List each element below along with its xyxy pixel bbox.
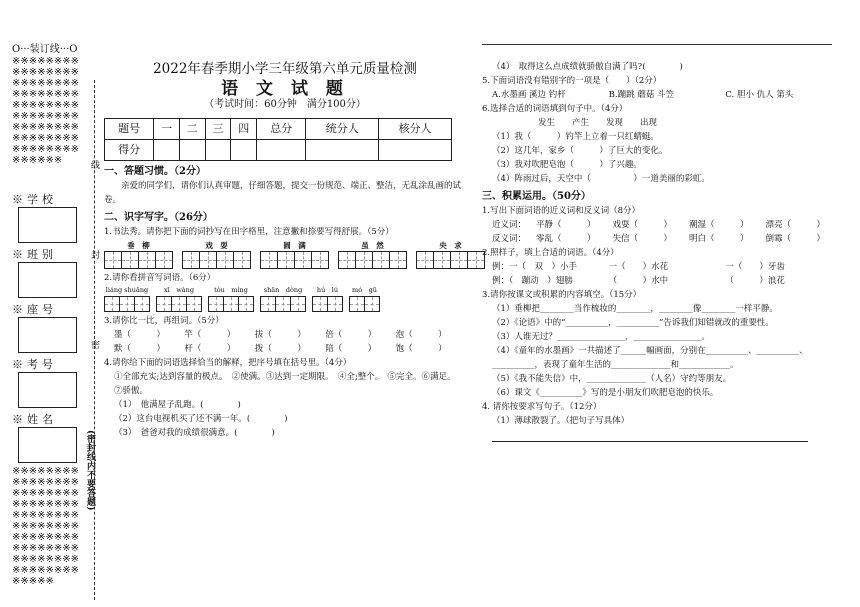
tian-cell[interactable] <box>349 296 365 312</box>
compare-item: 倍（ ） <box>325 330 377 340</box>
tian-cell[interactable] <box>277 251 295 269</box>
fill-item: （2）《论语》中的“__________，__________”告诉我们知错就改的重要性。 <box>492 318 774 328</box>
score-input-cell[interactable] <box>231 140 257 161</box>
class-input-box[interactable] <box>18 262 77 298</box>
score-cell: 三 <box>205 119 231 140</box>
tian-cell[interactable] <box>389 251 407 269</box>
score-row-label: 得分 <box>105 140 154 161</box>
tian-cell[interactable] <box>104 251 122 269</box>
exam-time: （考试时间：60分钟 满分100分） <box>204 99 366 110</box>
score-cell: 四 <box>231 119 257 140</box>
q31-text: 1.写出下面词语的近义词和反义词（8分） <box>482 206 641 216</box>
tian-cell[interactable] <box>294 251 312 269</box>
anti-row <box>482 232 842 246</box>
meanings-list: ①全部充实;达到容量的极点。 ②使满。③达到一定期限。 ④全;整个。 ⑤完全。⑥满足。 ⑦骄傲。 <box>114 372 460 396</box>
no-answer-note: (密封线内不要答题) <box>85 430 95 511</box>
tian-cell[interactable] <box>312 296 328 312</box>
binding-strip <box>12 44 84 587</box>
copy-word: 圆 满 <box>283 241 306 250</box>
copy-word: 虽 然 <box>361 241 384 250</box>
copy-word: 戏 耍 <box>205 241 228 250</box>
tian-cell[interactable] <box>121 251 139 269</box>
tian-cell[interactable] <box>338 251 356 269</box>
anti-item: 零乱（ ） <box>536 234 596 244</box>
section1-heading: 一、答题习惯。（2分） <box>104 166 206 177</box>
pinyin-group <box>260 285 306 312</box>
copy-word-group <box>260 240 329 269</box>
compare-item: 杆（ ） <box>184 344 236 354</box>
pinyin-label: xī wàng <box>163 286 195 294</box>
pinyin-grid <box>104 285 466 312</box>
answer-line[interactable] <box>492 440 808 442</box>
tian-cell[interactable] <box>171 296 187 312</box>
example-item: （ ）水中 <box>608 276 669 286</box>
star-border-bottom: ※※※※※※※※※※※※※※※※※※※※※※※※※※※※※※※※※※※※※※※※※※※※※※※※※※※※※※※※※※※※※※※※※※※※※※※※※※※※※※※※※※※※※ <box>12 466 80 587</box>
score-table <box>104 118 452 161</box>
tian-cell[interactable] <box>433 251 451 269</box>
tian-cell[interactable] <box>223 296 239 312</box>
star-border: ※※※※※※※※※※※※※※※※※※※※※※※※※※※※※※※※※※※※※※※※※※※※※※※※※※※※※※※※※※※※※※※※※※※※※※※※※※※※※※ <box>12 56 80 166</box>
right-column <box>482 60 842 442</box>
school-label: ※学校 <box>12 193 57 206</box>
compare-item: 泡（ ） <box>395 330 447 340</box>
tian-cell[interactable] <box>155 251 173 269</box>
q4-text: 4.请你给下面的词语选择恰当的解释，把序号填在括号里。（4分） <box>104 358 352 368</box>
q6-item: （2）这几年，家乡（ ）了巨大的变化。 <box>492 146 668 156</box>
copy-word-group <box>338 240 407 269</box>
exam-subject: 语 文 试 题 <box>221 79 349 99</box>
example-item: 例：（ 蹦动 ）翅膀 <box>492 276 573 286</box>
tian-cell[interactable] <box>238 296 254 312</box>
score-cell: 核分人 <box>379 119 452 140</box>
exam-number-field <box>12 356 84 372</box>
q5-options <box>482 88 842 102</box>
q6-item: （4）阵雨过后，天空中（ ）一道美丽的彩虹。 <box>492 174 710 184</box>
sentence-item: （3） 爸爸对我的成绩很满意。( ) <box>114 428 275 438</box>
seat-label: ※座号 <box>12 303 57 316</box>
score-input-cell[interactable] <box>257 140 306 161</box>
near-row <box>482 218 842 232</box>
score-cell: 一 <box>154 119 180 140</box>
fill-item: （3）人谁无过？________________，________________。 <box>492 332 710 342</box>
tian-cell[interactable] <box>119 296 135 312</box>
compare-item: 竿（ ） <box>184 330 236 340</box>
pinyin-label: mó gū <box>352 286 377 294</box>
tian-cell[interactable] <box>233 251 251 269</box>
fill-item: （1）垂柳把________当作梳妆的________，________像________一样平静。 <box>492 304 778 314</box>
compare-item: 陪（ ） <box>325 344 377 354</box>
anti-label: 反义词： <box>492 234 527 244</box>
school-input-box[interactable] <box>18 207 77 243</box>
copy-word-group <box>416 240 485 269</box>
seal-mark-secret: 密 <box>89 340 99 349</box>
tian-cell[interactable] <box>216 251 234 269</box>
score-table-score-row <box>105 140 452 161</box>
tian-cell[interactable] <box>355 251 373 269</box>
near-label: 近义词： <box>492 220 527 230</box>
score-cell: 二 <box>179 119 205 140</box>
pinyin-group <box>156 285 202 312</box>
seat-input-box[interactable] <box>18 317 77 353</box>
compare-row <box>104 328 466 342</box>
q34-text: 4. 请你按要求写句子。（12分） <box>482 402 602 412</box>
name-input-box[interactable] <box>18 427 77 463</box>
binding-line-title: O···装订线···O <box>12 44 78 55</box>
q5-option-a[interactable]: A.水墨画 溪边 钓杆 <box>492 90 566 100</box>
left-column <box>104 60 466 440</box>
pinyin-label: hú lú <box>316 286 339 294</box>
tian-cell[interactable] <box>290 296 306 312</box>
q5-option-b[interactable]: B.蹦跳 蘑菇 斗笠 <box>608 90 675 100</box>
pinyin-group <box>104 285 150 312</box>
example-row <box>482 260 842 274</box>
section2-heading: 二、识字写字。（26分） <box>104 212 213 223</box>
pinyin-group <box>312 285 343 312</box>
example-item: 一（ ）水花 <box>608 262 669 272</box>
sentence-item: （2）这台电视机买了还不满一年。( ) <box>114 414 288 424</box>
compare-item: 拔（ ） <box>254 330 306 340</box>
tian-cell[interactable] <box>275 296 291 312</box>
q2-text: 2.请你看拼音写词语。（6分） <box>104 273 216 283</box>
pinyin-label: liáng shuǎng <box>105 286 149 294</box>
tian-cell[interactable] <box>364 296 380 312</box>
pinyin-label: shān dòng <box>263 286 303 294</box>
compare-item: 默（ ） <box>114 344 166 354</box>
tian-cell[interactable] <box>182 251 200 269</box>
tian-cell[interactable] <box>311 251 329 269</box>
fill-item: （5）《我不能失信》中，______________（人名）守约等朋友。 <box>492 374 732 384</box>
example-item: 一（ ）牙齿 <box>725 262 785 272</box>
near-item: 平静（ ） <box>536 220 596 230</box>
near-item: 漂亮（ ） <box>765 220 826 230</box>
anti-item: 明白（ ） <box>689 234 749 244</box>
tian-cell[interactable] <box>138 251 156 269</box>
pinyin-group <box>349 285 380 312</box>
copy-word: 央 求 <box>439 241 462 250</box>
score-input-cell[interactable] <box>154 140 180 161</box>
tian-cell[interactable] <box>186 296 202 312</box>
q5-option-c[interactable]: C. 胆小 仇人 第头 <box>725 90 794 100</box>
example-row <box>482 274 842 288</box>
score-input-cell[interactable] <box>306 140 379 161</box>
school-field <box>12 191 84 207</box>
exam-title: 2022年春季期小学三年级第六单元质量检测 <box>153 61 417 77</box>
q34-item: （1）薄球散裂了。（把句子写具体） <box>492 416 630 426</box>
class-field <box>12 246 84 262</box>
seal-mark-line: 线 <box>89 160 99 169</box>
score-cell: 统分人 <box>306 119 379 140</box>
anti-item: 倒霉（ ） <box>765 234 826 244</box>
seal-mark-seal: 封 <box>89 250 99 259</box>
example-item: 例：一（ 双 ）小手 <box>492 262 578 272</box>
q1-text: 1.书法秀。请你把下面的词抄写在田字格里，注意撇和捺要写得舒展。（5分） <box>104 227 394 237</box>
near-item: 戏耍（ ） <box>612 220 673 230</box>
copy-word-group <box>104 240 173 269</box>
tian-cell[interactable] <box>260 251 278 269</box>
near-item: 潮湿（ ） <box>689 220 749 230</box>
exam-number-input-box[interactable] <box>18 372 77 408</box>
sentence-item: （1） 他满屋子乱跑。( ) <box>114 400 241 410</box>
tian-cell[interactable] <box>327 296 343 312</box>
name-label: ※姓名 <box>12 413 57 426</box>
q6-item: （1）我（ ）钓竿上立着一只红蜻蜓。 <box>492 132 659 142</box>
score-input-cell[interactable] <box>179 140 205 161</box>
q32-text: 2.照样子，填上合适的词语。（4分） <box>482 248 619 258</box>
copy-grid <box>104 240 466 269</box>
compare-item: 饱（ ） <box>395 344 447 354</box>
pinyin-label: tòu míng <box>214 286 248 294</box>
name-field <box>12 411 84 427</box>
example-item: （ ）浪花 <box>725 276 785 286</box>
compare-item: 拨（ ） <box>254 344 306 354</box>
pinyin-group <box>208 285 254 312</box>
seat-field <box>12 301 84 317</box>
top-rule <box>482 44 832 45</box>
class-label: ※班别 <box>12 248 57 261</box>
q5-text: 5.下面词语没有错别字的一项是（ ）（2分） <box>482 76 662 86</box>
tian-cell[interactable] <box>199 251 217 269</box>
q33-text: 3.请你按课文或积累的内容填空。（15分） <box>482 290 642 300</box>
compare-item: 墨（ ） <box>114 330 166 340</box>
exam-number-label: ※考号 <box>12 358 57 371</box>
q3-text: 3.请你比一比，再组词。（5分） <box>104 316 224 326</box>
copy-word: 垂 柳 <box>127 241 150 250</box>
score-input-cell[interactable] <box>205 140 231 161</box>
fill-item: （4）《童年的水墨画》一共描述了______幅画面，分别在__________、__________、__________，表现了童年生活的______________和____________。 <box>492 346 808 370</box>
q6-word-bank: 发生 产生 发现 出现 <box>538 118 658 128</box>
score-input-cell[interactable] <box>379 140 452 161</box>
tian-cell[interactable] <box>260 296 276 312</box>
tian-cell[interactable] <box>372 251 390 269</box>
score-cell: 题号 <box>105 119 154 140</box>
score-table-header-row <box>105 119 452 140</box>
anti-item: 失信（ ） <box>612 234 673 244</box>
compare-row <box>104 342 466 356</box>
fill-item: （6）课文《__________》写的是小朋友们吹肥皂泡的快乐。 <box>492 388 719 398</box>
tian-cell[interactable] <box>104 296 120 312</box>
tian-cell[interactable] <box>156 296 172 312</box>
q6-item: （3）我对吹肥皂泡（ ）了兴趣。 <box>492 160 642 170</box>
sentence-item: （4） 取得这么点成绩就骄傲自满了吗?( ) <box>492 62 683 72</box>
tian-cell[interactable] <box>450 251 468 269</box>
section3-heading: 三、积累运用。（50分） <box>482 191 591 202</box>
q6-text: 6.选择合适的词语填到句子中。（4分） <box>482 104 628 114</box>
copy-word-group <box>182 240 251 269</box>
tian-cell[interactable] <box>416 251 434 269</box>
score-cell: 总分 <box>257 119 306 140</box>
tian-cell[interactable] <box>208 296 224 312</box>
tian-cell[interactable] <box>134 296 150 312</box>
section1-text: 亲爱的同学们，请你们认真审题，仔细答题，提交一份规范、端正、整洁，无乱涂乱画的试卷。 <box>104 181 462 205</box>
